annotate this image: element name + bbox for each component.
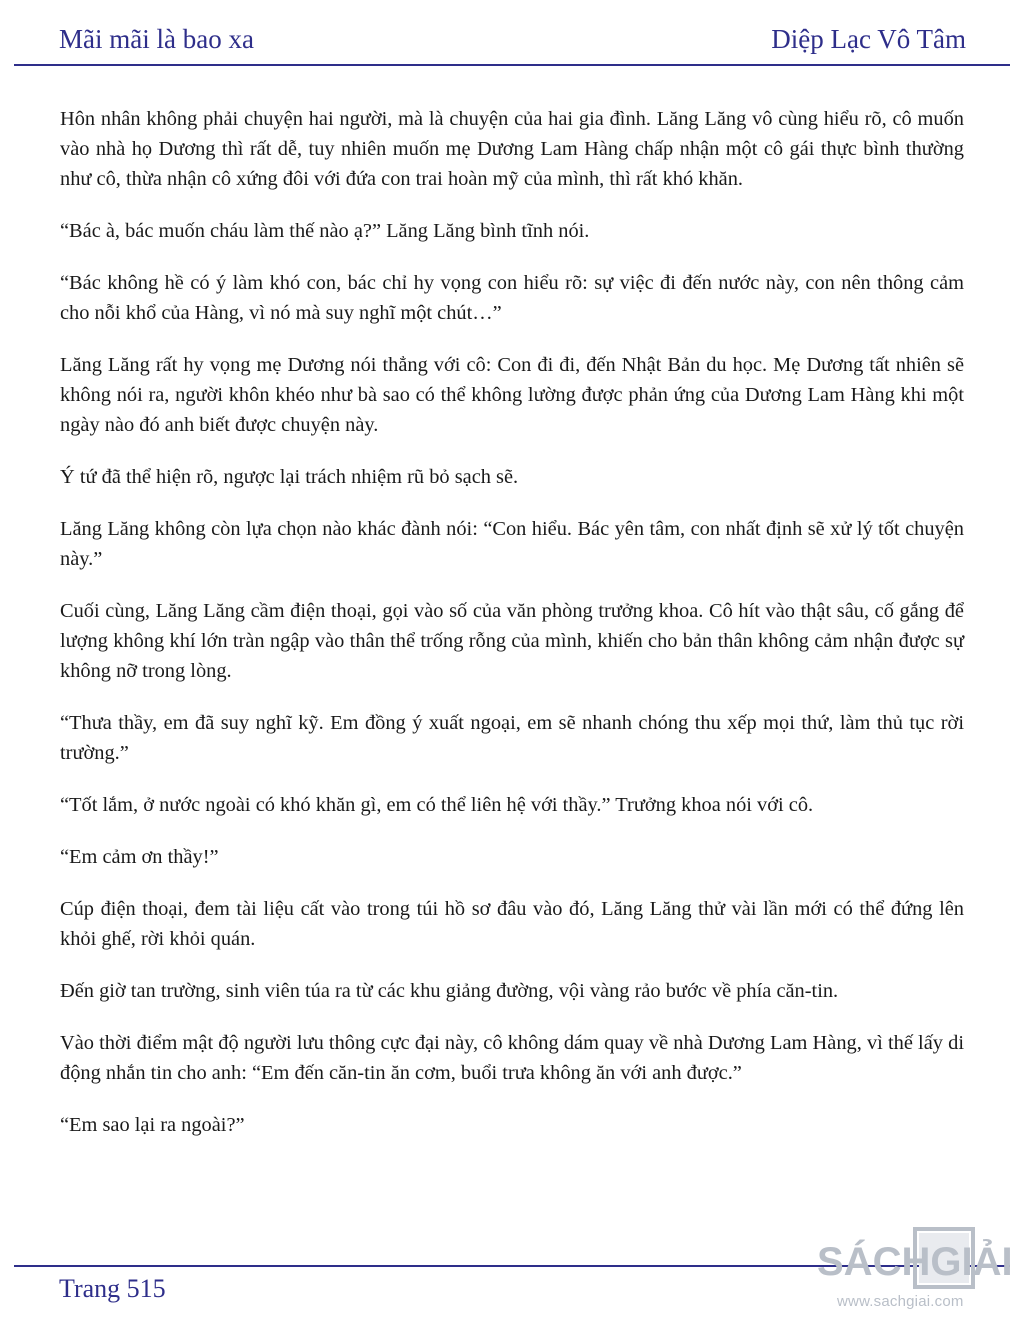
page-number: Trang 515	[59, 1274, 166, 1303]
paragraph: Hôn nhân không phải chuyện hai người, mà là chuyện của hai gia đình. Lăng Lăng vô cùng hiểu rõ, cô muốn vào nhà họ Dương thì rất dễ, tuy nhiên muốn mẹ Dương Lam Hàng chấp nhận một cô gái thực bình thường như cô, thừa nhận cô xứng đôi với đứa con trai hoàn mỹ của mình, thì rất khó khăn.	[60, 108, 964, 190]
paragraph: “Tốt lắm, ở nước ngoài có khó khăn gì, em có thể liên hệ với thầy.” Trưởng khoa nói với cô.	[60, 794, 814, 816]
paragraph: Cuối cùng, Lăng Lăng cầm điện thoại, gọi vào số của văn phòng trưởng khoa. Cô hít vào thật sâu, cố gắng để lượng không khí lớn tràn ngập vào thân thể trống rỗng của mình, khiến cho bản thân không cảm nhận được sự không nỡ trong lòng.	[60, 600, 964, 682]
author-name: Diệp Lạc Vô Tâm	[771, 24, 966, 54]
paragraph: Vào thời điểm mật độ người lưu thông cực đại này, cô không dám quay về nhà Dương Lam Hàng, vì thế lấy di động nhắn tin cho anh: “Em đến căn-tin ăn cơm, buổi trưa không ăn với anh được.”	[60, 1032, 964, 1084]
paragraph: Cúp điện thoại, đem tài liệu cất vào trong túi hồ sơ đâu vào đó, Lăng Lăng thử vài lần mới có thể đứng lên khỏi ghế, rời khỏi quán.	[60, 898, 964, 950]
watermark-url: www.sachgiai.com	[837, 1293, 964, 1310]
paragraph: Lăng Lăng không còn lựa chọn nào khác đành nói: “Con hiểu. Bác yên tâm, con nhất định sẽ xử lý tốt chuyện này.”	[60, 518, 964, 570]
paragraph: “Em cảm ơn thầy!”	[60, 846, 219, 868]
watermark-logo-text: SÁCHGIẢI	[817, 1240, 1013, 1284]
page-body	[60, 104, 964, 1162]
paragraph: Đến giờ tan trường, sinh viên túa ra từ các khu giảng đường, vội vàng rảo bước về phía căn-tin.	[60, 980, 839, 1002]
watermark-logo-graphic	[815, 1225, 1024, 1295]
paragraph: Lăng Lăng rất hy vọng mẹ Dương nói thẳng với cô: Con đi đi, đến Nhật Bản du học. Mẹ Dương tất nhiên sẽ không nói ra, người khôn khéo như bà sao có thể không lường được phản ứng của Dương Lam Hàng khi một ngày nào đó anh biết được chuyện này.	[60, 354, 964, 436]
paragraph: “Bác à, bác muốn cháu làm thế nào ạ?” Lăng Lăng bình tĩnh nói.	[60, 220, 590, 242]
page-header	[14, 22, 1010, 66]
watermark-logo	[815, 1225, 1024, 1320]
paragraph: “Thưa thầy, em đã suy nghĩ kỹ. Em đồng ý xuất ngoại, em sẽ nhanh chóng thu xếp mọi thứ, làm thủ tục rời trường.”	[60, 712, 964, 764]
paragraph: “Em sao lại ra ngoài?”	[60, 1114, 245, 1136]
paragraph: “Bác không hề có ý làm khó con, bác chỉ hy vọng con hiểu rõ: sự việc đi đến nước này, con nên thông cảm cho nỗi khổ của Hàng, vì nó mà suy nghĩ một chút…”	[60, 272, 964, 324]
paragraph: Ý tứ đã thể hiện rõ, ngược lại trách nhiệm rũ bỏ sạch sẽ.	[60, 466, 519, 488]
book-title: Mãi mãi là bao xa	[59, 24, 254, 54]
